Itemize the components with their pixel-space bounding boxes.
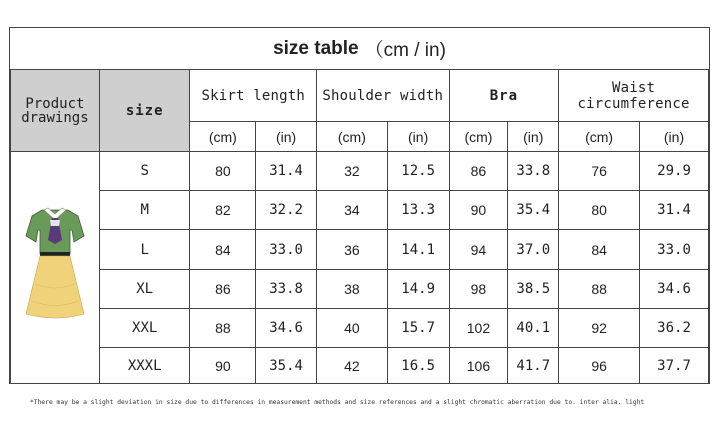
bra-in-cell: 41.7 [508,348,559,384]
bra-in-cell: 35.4 [508,191,559,230]
waist-in-cell: 29.9 [640,152,709,191]
bra-cm-cell: 98 [449,270,508,309]
waist-cm-cell: 88 [559,270,640,309]
size-cell: XXL [99,309,190,348]
bra-cm-cell: 94 [449,230,508,270]
bra-in-cell: 33.8 [508,152,559,191]
bra-header: Bra [449,70,559,122]
waist-in-cell: 36.2 [640,309,709,348]
skirt-in-cell: 32.2 [256,191,317,230]
skirt-length-header: Skirt length [190,70,317,122]
skirt-in-unit: (in) [256,122,317,152]
dress-illustration-icon [20,206,90,326]
size-header: size [99,70,190,152]
size-cell: XL [99,270,190,309]
skirt-in-cell: 31.4 [256,152,317,191]
waist-cm-cell: 80 [559,191,640,230]
table-row [11,348,709,384]
shoulder-cm-cell: 32 [317,152,388,191]
waist-cm-cell: 96 [559,348,640,384]
skirt-in-cell: 33.8 [256,270,317,309]
shoulder-cm-cell: 36 [317,230,388,270]
title-unit: （cm / in) [364,40,446,61]
table-row [11,270,709,309]
shoulder-in-unit: (in) [387,122,449,152]
bra-cm-cell: 90 [449,191,508,230]
skirt-in-cell: 34.6 [256,309,317,348]
shoulder-in-cell: 13.3 [387,191,449,230]
skirt-cm-cell: 86 [190,270,256,309]
skirt-cm-unit: (cm) [190,122,256,152]
footnote: *There may be a slight deviation in size due to differences in measurement methods and size references and a slight chromatic aberration due to. inter alia. light [30,399,645,406]
waist-in-cell: 34.6 [640,270,709,309]
shoulder-width-header: Shoulder width [317,70,450,122]
size-cell: XXXL [99,348,190,384]
table-row [11,230,709,270]
size-cell: S [99,152,190,191]
bra-in-cell: 40.1 [508,309,559,348]
size-table-frame [9,27,710,384]
skirt-cm-cell: 84 [190,230,256,270]
bra-cm-cell: 106 [449,348,508,384]
waist-in-cell: 31.4 [640,191,709,230]
waist-in-cell: 37.7 [640,348,709,384]
table-row [11,191,709,230]
shoulder-in-cell: 16.5 [387,348,449,384]
size-cell: L [99,230,190,270]
waist-cm-cell: 84 [559,230,640,270]
shoulder-in-cell: 15.7 [387,309,449,348]
skirt-cm-cell: 82 [190,191,256,230]
shoulder-in-cell: 14.1 [387,230,449,270]
shoulder-cm-cell: 38 [317,270,388,309]
shoulder-cm-cell: 42 [317,348,388,384]
skirt-cm-cell: 88 [190,309,256,348]
waist-circumference-header: Waist circumference [559,70,709,122]
waist-cm-unit: (cm) [559,122,640,152]
table-row [11,152,709,191]
waist-cm-cell: 92 [559,309,640,348]
table-title [10,28,709,70]
size-table [10,69,709,384]
bra-in-cell: 37.0 [508,230,559,270]
product-drawings-label: Product drawings [21,95,89,126]
skirt-in-cell: 35.4 [256,348,317,384]
bra-cm-cell: 102 [449,309,508,348]
title-main: size table [273,37,359,59]
bra-cm-unit: (cm) [449,122,508,152]
table-row [11,309,709,348]
product-drawings-header [11,70,100,152]
shoulder-in-cell: 12.5 [387,152,449,191]
shoulder-cm-cell: 40 [317,309,388,348]
shoulder-cm-unit: (cm) [317,122,388,152]
shoulder-cm-cell: 34 [317,191,388,230]
waist-in-unit: (in) [640,122,709,152]
waist-in-cell: 33.0 [640,230,709,270]
bra-cm-cell: 86 [449,152,508,191]
size-cell: M [99,191,190,230]
shoulder-in-cell: 14.9 [387,270,449,309]
header-row [11,70,709,122]
bra-in-cell: 38.5 [508,270,559,309]
waist-cm-cell: 76 [559,152,640,191]
product-drawing-cell [11,152,100,384]
skirt-cm-cell: 90 [190,348,256,384]
skirt-cm-cell: 80 [190,152,256,191]
bra-in-unit: (in) [508,122,559,152]
skirt-in-cell: 33.0 [256,230,317,270]
